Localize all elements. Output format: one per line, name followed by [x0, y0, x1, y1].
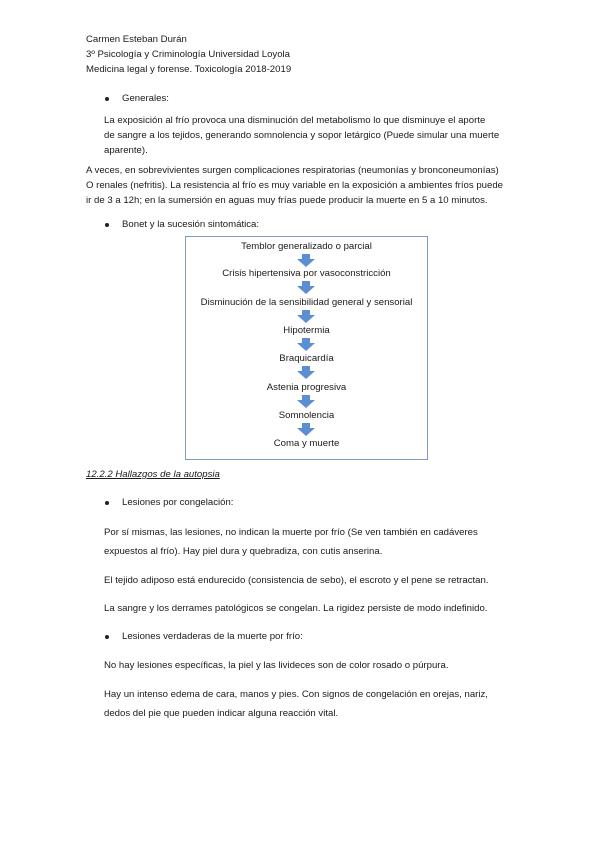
- generales-line-1: La exposición al frío provoca una disminución del metabolismo lo que disminuye el aporte: [104, 115, 486, 126]
- down-arrow-icon: [297, 310, 315, 323]
- header-subject: Medicina legal y forense. Toxicología 2018-2019: [86, 64, 292, 75]
- adipose-text: El tejido adiposo está endurecido (consistencia de sebo), el escroto y el pene se retractan.: [104, 575, 489, 586]
- symptom-flow-diagram: [185, 236, 428, 460]
- flow-step-1: Temblor generalizado o parcial: [241, 241, 372, 252]
- flow-step-6: Astenia progresiva: [266, 382, 347, 393]
- congelacion-line-1: Por sí mismas, las lesiones, no indican la muerte por frío (Se ven también en cadáveres: [104, 527, 478, 538]
- down-arrow-icon: [297, 366, 315, 379]
- down-arrow-icon: [297, 254, 315, 267]
- blood-text: La sangre y los derrames patológicos se congelan. La rigidez persiste de modo indefinido.: [104, 603, 488, 614]
- bullet-icon: [105, 223, 109, 227]
- header-author: Carmen Esteban Durán: [86, 34, 187, 45]
- no-specific-text: No hay lesiones específicas, la piel y las livideces son de color rosado o púrpura.: [104, 660, 449, 671]
- header-course: 3º Psicología y Criminología Universidad Loyola: [86, 49, 291, 60]
- flow-step-8: Coma y muerte: [273, 438, 340, 449]
- generales-line-2: de sangre a los tejidos, generando somnolencia y sopor letárgico (Puede simular una muerte: [104, 130, 500, 141]
- verdaderas-label: Lesiones verdaderas de la muerte por frío:: [122, 631, 303, 642]
- congelacion-label: Lesiones por congelación:: [122, 497, 234, 508]
- edema-line-2: dedos del pie que pueden indicar alguna reacción vital.: [104, 708, 339, 719]
- generales-line-3: aparente).: [104, 145, 148, 156]
- down-arrow-icon: [297, 423, 315, 436]
- bullet-icon: [105, 501, 109, 505]
- flow-step-2: Crisis hipertensiva por vasoconstricción: [222, 268, 391, 279]
- flow-step-3: Disminución de la sensibilidad general y sensorial: [200, 297, 413, 308]
- complications-line-3: ir de 3 a 12h; en la sumersión en aguas muy frías puede producir la muerte en 5 a 10 minutos.: [86, 195, 488, 206]
- down-arrow-icon: [297, 281, 315, 294]
- bullet-icon: [105, 97, 109, 101]
- bullet-icon: [105, 635, 109, 639]
- section-title: 12.2.2 Hallazgos de la autopsia: [86, 469, 220, 480]
- congelacion-line-2: expuestos al frío). Hay piel dura y quebradiza, con cutis anserina.: [104, 546, 383, 557]
- bonet-label: Bonet y la sucesión sintomática:: [122, 219, 260, 230]
- flow-step-5: Braquicardía: [279, 353, 334, 364]
- down-arrow-icon: [297, 338, 315, 351]
- complications-line-2: O renales (nefritis). La resistencia al frío es muy variable en la exposición a ambientes fríos puede: [86, 180, 504, 191]
- flow-step-4: Hipotermia: [283, 325, 330, 336]
- complications-line-1: A veces, en sobrevivientes surgen complicaciones respiratorias (neumonías y bronconeumonías): [86, 165, 499, 176]
- generales-label: Generales:: [122, 93, 169, 104]
- down-arrow-icon: [297, 395, 315, 408]
- edema-line-1: Hay un intenso edema de cara, manos y pies. Con signos de congelación en orejas, nariz,: [104, 689, 488, 700]
- flow-step-7: Somnolencia: [278, 410, 335, 421]
